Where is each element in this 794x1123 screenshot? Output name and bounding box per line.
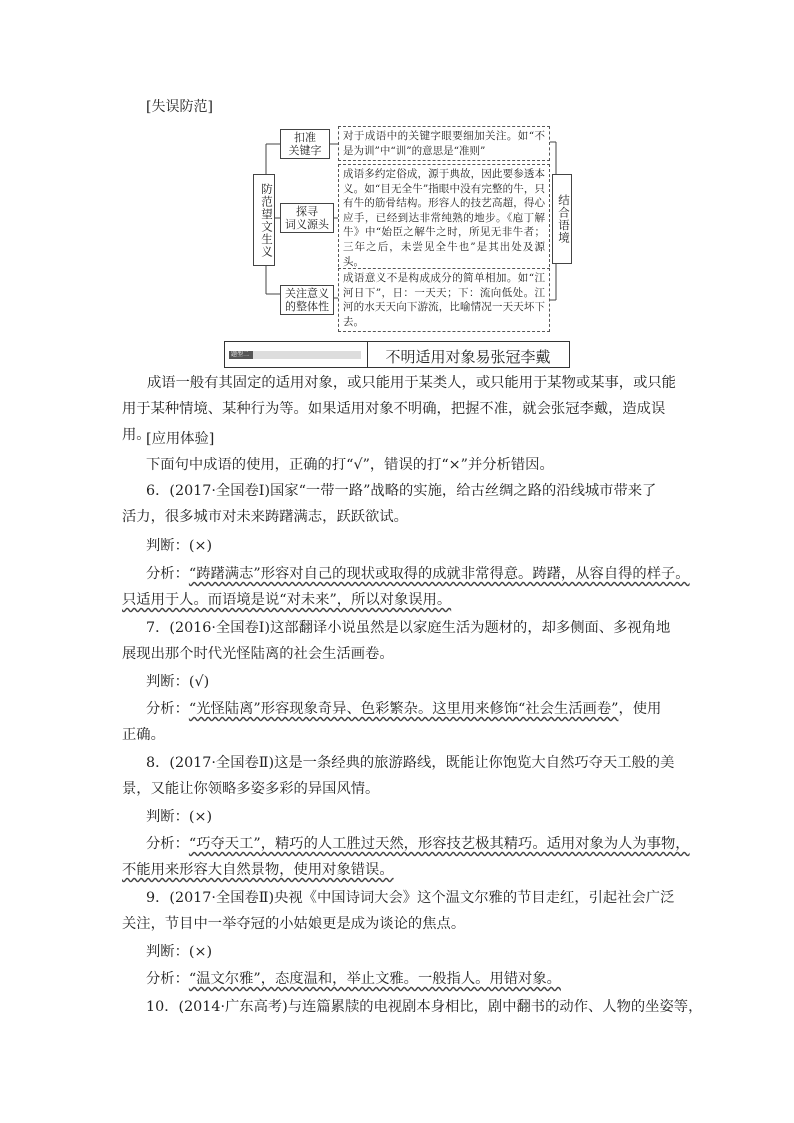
question-10-line: 10．(2014·广东高考)与连篇累牍的电视剧本身相比，剧中翻书的动作、人物的坐姿等， — [146, 999, 703, 1015]
item-label-box — [280, 285, 334, 315]
question-8-analysis-cont — [122, 859, 394, 879]
instruction: 下面句中成语的使用，正确的打“√”，错误的打“×”并分析错因。 — [146, 457, 554, 473]
question-7-judgement: 判断：(√) — [146, 674, 210, 690]
question-8-analysis — [146, 833, 690, 853]
item-label-line: 探寻 — [296, 205, 318, 218]
analysis-text: 只适用于人。而语境是说“对未来”，所以对象误用。 — [122, 592, 452, 608]
intro-paragraph: 成语一般有其固定的适用对象，或只能用于某类人，或只能用于某物或某事，或只能用于某种情境、某种行为等。如果适用对象不明确，把握不准，就会张冠李戴，造成误用。 — [122, 375, 676, 443]
topic-banner — [224, 341, 570, 368]
banner-tag-area — [225, 342, 368, 367]
item-label-line: 的整体性 — [285, 300, 329, 313]
item-label-line: 词义源头 — [285, 218, 329, 231]
item-explanation-box: 成语意义不是构成成分的简单相加。如“江河日下”，日：一天天；下：流向低处。江河的水天天向下游流，比喻情况一天天坏下去。 — [338, 268, 550, 332]
question-7-line: 7．(2016·全国卷Ⅰ)这部翻译小说虽然是以家庭生活为题材的，却多侧面、多视角地 — [146, 620, 671, 636]
item-label-line: 关注意义 — [285, 287, 329, 300]
banner-tag-text: 题型二 — [231, 351, 250, 358]
banner-title: 不明适用对象易张冠李戴 — [385, 348, 551, 366]
analysis-text: “温文尔雅”，态度温和，举止文雅。一般指人。用错对象。 — [188, 971, 561, 987]
analysis-prefix: 分析： — [146, 701, 189, 717]
left-label-box: 防范望文生义 — [253, 174, 275, 266]
banner-tag — [229, 351, 361, 359]
question-9-line: 9．(2017·全国卷Ⅱ)央视《中国诗词大会》这个温文尔雅的节目走红，引起社会广泛 — [146, 890, 675, 906]
right-label-box: 结合语境 — [552, 174, 572, 264]
question-9-analysis — [146, 968, 561, 988]
question-6-judgement: 判断：(×) — [146, 538, 213, 554]
item-explanation-box: 成语多约定俗成，源于典故，因此要参透本义。如“目无全牛”指眼中没有完整的牛，只有牛的筋骨结构。形容人的技艺高超，得心应手，已经到达非常纯熟的地步。《庖丁解牛》中“始臣之解牛之时，所见无非牛者；三年之后，未尝见全牛也”是其出处及源头。 — [338, 164, 550, 272]
item-explanation-box: 对于成语中的关键字眼要细加关注。如“不是为训”中“训”的意思是“准则” — [338, 126, 550, 161]
analysis-tail: ，使用 — [618, 701, 662, 717]
question-6-line: 活力，很多城市对未来踌躇满志，跃跃欲试。 — [122, 509, 408, 525]
analysis-text: 不能用来形容大自然景物，使用对象错误。 — [122, 862, 394, 878]
question-6-analysis-cont — [122, 589, 451, 609]
question-7-analysis-cont: 正确。 — [122, 727, 165, 743]
item-label-line: 扣准 — [294, 131, 316, 144]
question-8-line: 8．(2017·全国卷Ⅱ)这是一条经典的旅游路线，既能让你饱览大自然巧夺天工般的美 — [146, 755, 675, 771]
question-7-analysis — [146, 698, 661, 718]
analysis-text: “巧夺天工”，精巧的人工胜过天然，形容技艺极其精巧。适用对象为人为事物， — [188, 836, 690, 852]
item-label-box — [280, 203, 334, 233]
question-9-line: 关注，节目中一举夺冠的小姑娘更是成为谈论的焦点。 — [122, 916, 466, 932]
item-label-box — [280, 129, 330, 159]
item-label-line: 关键字 — [288, 144, 322, 157]
analysis-prefix: 分析： — [146, 566, 189, 582]
question-6-analysis — [146, 563, 690, 583]
question-9-judgement: 判断：(×) — [146, 944, 213, 960]
question-8-line: 景，又能让你领略多姿多彩的异国风情。 — [122, 781, 380, 797]
analysis-text: “光怪陆离”形容现象奇异、色彩繁杂。这里用来修饰“社会生活画卷” — [188, 701, 619, 717]
question-6-line: 6．(2017·全国卷Ⅰ)国家“一带一路”战略的实施，给古丝绸之路的沿线城市带来了 — [146, 483, 657, 499]
analysis-prefix: 分析： — [146, 971, 189, 987]
practice-label: [应用体验] — [146, 431, 215, 447]
analysis-prefix: 分析： — [146, 836, 189, 852]
section-label: [失误防范] — [146, 99, 213, 115]
question-8-judgement: 判断：(×) — [146, 809, 213, 825]
error-prevention-diagram — [246, 122, 576, 334]
analysis-text: “踌躇满志”形容对自己的现状或取得的成就非常得意。踌躇，从容自得的样子。 — [188, 566, 690, 582]
question-7-line: 展现出那个时代光怪陆离的社会生活画卷。 — [122, 646, 394, 662]
